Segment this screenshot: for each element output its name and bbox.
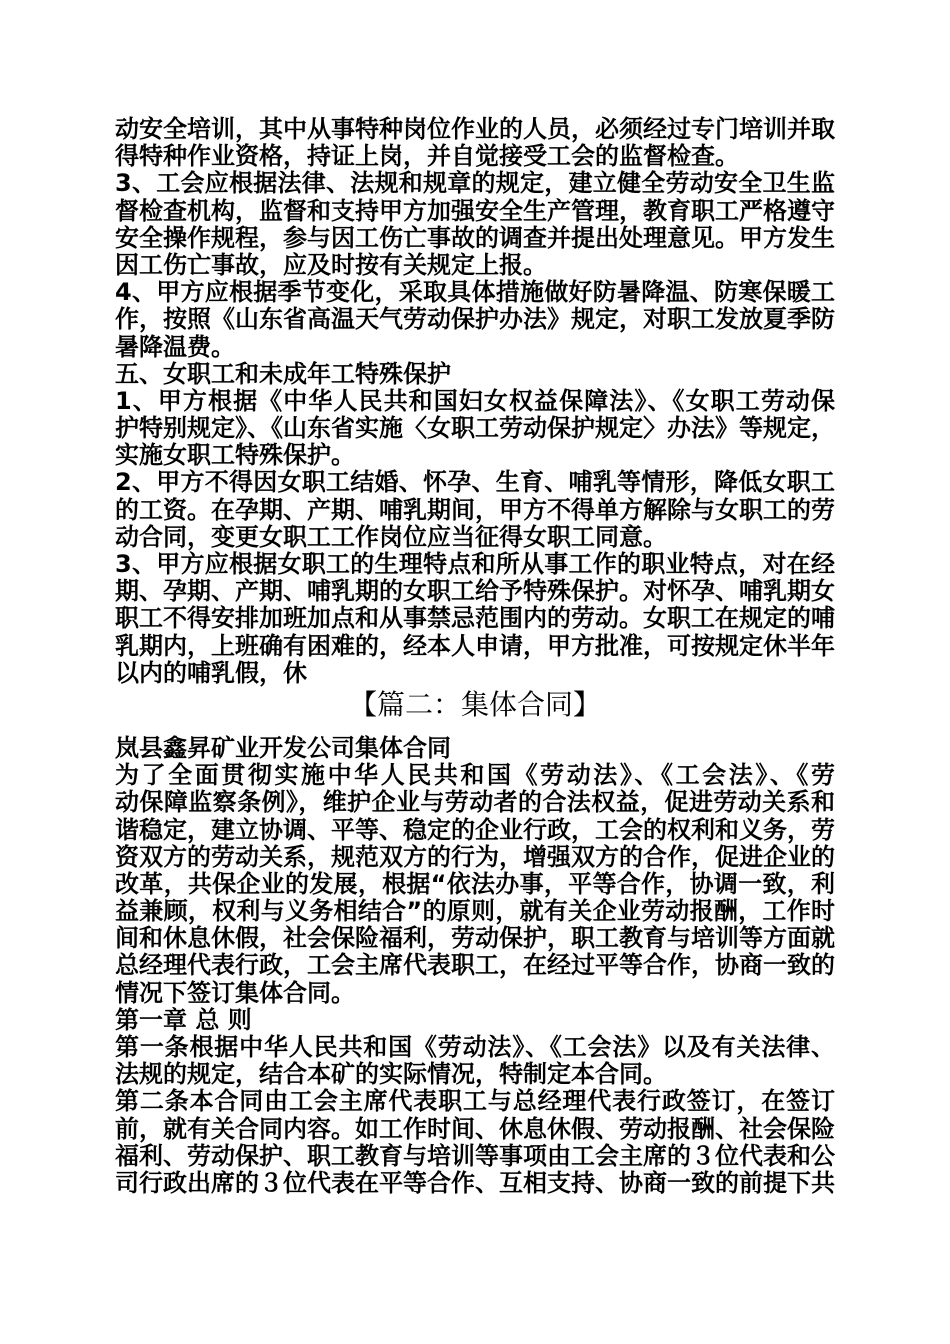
paragraph-line: 期、孕期、产期、哺乳期的女职工给予特殊保护。对怀孕、哺乳期女 [115,577,835,606]
paragraph-line: 动合同，变更女职工工作岗位应当征得女职工同意。 [115,522,667,551]
paragraph-line: 第二条本合同由工会主席代表职工与总经理代表行政签订，在签订 [115,1087,835,1116]
contract-section-part2 [115,735,835,1197]
section-heading-line: 五、女职工和未成年工特殊保护 [115,359,451,388]
paragraph-line: 改革，共保企业的发展，根据“依法办事，平等合作，协调一致，利 [115,869,835,898]
paragraph-line: 司行政出席的３位代表在平等合作、互相支持、协商一致的前提下共 [115,1168,835,1197]
paragraph-line: 2、甲方不得因女职工结婚、怀孕、生育、哺乳等情形，降低女职工 [115,468,835,497]
paragraph-line: 乳期内，上班确有困难的，经本人申请，甲方批准，可按规定休半年 [115,631,835,660]
paragraph-line: 情况下签订集体合同。 [115,978,355,1007]
paragraph-line: 护特别规定》、《山东省实施〈女职工劳动保护规定〉办法》等规定， [115,414,835,443]
paragraph-line: 以内的哺乳假，休 [115,658,307,687]
chapter-heading: 第一章 总 则 [115,1005,252,1034]
paragraph-line: 动保障监察条例》，维护企业与劳动者的合法权益，促进劳动关系和 [115,788,835,817]
paragraph-line: 总经理代表行政，工会主席代表职工，在经过平等合作，协商一致的 [115,951,835,980]
document-body [115,116,835,1197]
paragraph-line: 作，按照《山东省高温天气劳动保护办法》规定，对职工发放夏季防 [115,305,835,334]
paragraph-line: 3、工会应根据法律、法规和规章的规定，建立健全劳动安全卫生监 [115,169,835,198]
paragraph-line: 益兼顾，权利与义务相结合”的原则，就有关企业劳动报酬，工作时 [115,897,835,926]
paragraph-line: 福利、劳动保护、职工教育与培训等事项由工会主席的３位代表和公 [115,1141,835,1170]
paragraph-line: 法规的规定，结合本矿的实际情况，特制定本合同。 [115,1060,667,1089]
contract-title: 岚县鑫昇矿业开发公司集体合同 [115,733,451,762]
paragraph-line: 第一条根据中华人民共和国《劳动法》、《工会法》以及有关法律、 [115,1033,835,1061]
paragraph-line: 间和休息休假，社会保险福利，劳动保护，职工教育与培训等方面就 [115,924,835,953]
paragraph-line: 实施女职工特殊保护。 [115,441,355,470]
paragraph-line: 谐稳定，建立协调、平等、稳定的企业行政，工会的权利和义务，劳 [115,815,835,844]
paragraph-line: 得特种作业资格，持证上岗，并自觉接受工会的监督检查。 [115,142,739,171]
paragraph-line: 为了全面贯彻实施中华人民共和国《劳动法》、《工会法》、《劳 [115,761,835,790]
paragraph-line: 职工不得安排加班加点和从事禁忌范围内的劳动。女职工在规定的哺 [115,604,835,633]
paragraph-line: 督检查机构，监督和支持甲方加强安全生产管理，教育职工严格遵守 [115,196,835,225]
contract-section-part1 [115,116,835,687]
paragraph-line: 4、甲方应根据季节变化，采取具体措施做好防暑降温、防寒保暖工 [115,278,835,307]
paragraph-line: 3、甲方应根据女职工的生理特点和所从事工作的职业特点，对在经 [115,550,835,578]
paragraph-line: 前，就有关合同内容。如工作时间、休息休假、劳动报酬、社会保险 [115,1114,835,1143]
paragraph-line: 动安全培训，其中从事特种岗位作业的人员，必须经过专门培训并取 [115,115,835,143]
paragraph-line: 暑降温费。 [115,332,235,361]
paragraph-line: 因工伤亡事故，应及时按有关规定上报。 [115,250,547,279]
part-two-heading: 【篇二：集体合同】 [348,687,601,721]
paragraph-line: 安全操作规程，参与因工伤亡事故的调查并提出处理意见。甲方发生 [115,223,835,252]
paragraph-line: 资双方的劳动关系，规范双方的行为，增强双方的合作，促进企业的 [115,842,835,871]
paragraph-line: 1、甲方根据《中华人民共和国妇女权益保障法》、《女职工劳动保 [115,386,835,415]
paragraph-line: 的工资。在孕期、产期、哺乳期间，甲方不得单方解除与女职工的劳 [115,495,835,524]
